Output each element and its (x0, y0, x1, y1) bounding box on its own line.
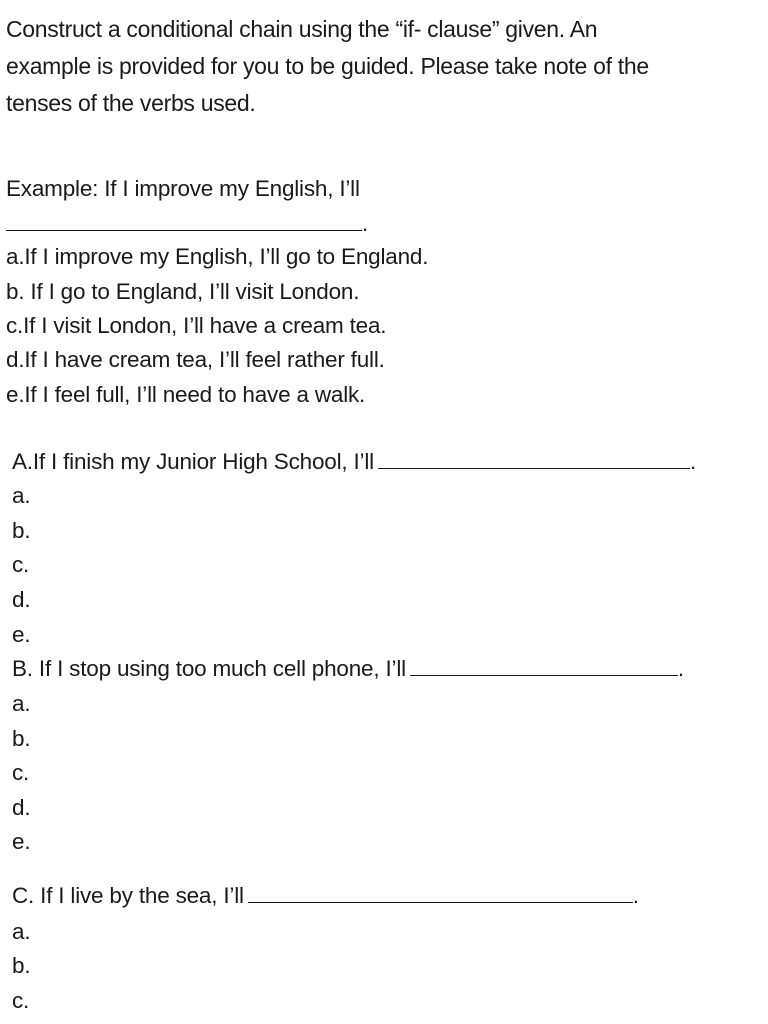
example-item-e: e.If I feel full, I’ll need to have a walk. (6, 382, 366, 407)
instruction-line-1: Construct a conditional chain using the “if- clause” given. An (6, 16, 598, 42)
instruction-line-2: example is provided for you to be guided. Please take note of the (6, 53, 649, 79)
question-c-text: C. If I live by the sea, I’ll (12, 883, 244, 908)
question-b-letter-a: a. (12, 691, 31, 716)
question-a-letter-e: e. (12, 622, 31, 647)
example-prompt: Example: If I improve my English, I’ll (6, 176, 360, 201)
blank-line (6, 210, 362, 231)
example-item-c: c.If I visit London, I’ll have a cream tea. (6, 313, 387, 338)
question-a-letter-a: a. (12, 483, 31, 508)
blank-period: . (362, 211, 369, 236)
example-item-a: a.If I improve my English, I’ll go to England. (6, 244, 429, 269)
question-a-period: . (689, 449, 697, 474)
question-c-letter-c: c. (12, 988, 30, 1013)
question-c-letter-a: a. (12, 919, 31, 944)
example-answer-blank (6, 210, 368, 238)
instruction-line-3: tenses of the verbs used. (6, 90, 256, 116)
question-c-prompt (12, 882, 639, 910)
example-item-d: d.If I have cream tea, I’ll feel rather full. (6, 347, 385, 372)
question-b-blank[interactable] (410, 655, 678, 676)
question-a-letter-c: c. (12, 552, 30, 577)
question-b-text: B. If I stop using too much cell phone, I’ll (12, 656, 406, 681)
question-c-letter-b: b. (12, 953, 31, 978)
question-b-period: . (677, 656, 684, 681)
question-a-letter-b: b. (12, 518, 31, 543)
example-item-b: b. If I go to England, I’ll visit London. (6, 279, 360, 304)
question-c-blank[interactable] (248, 882, 633, 903)
question-a-letter-d: d. (12, 587, 31, 612)
question-b-letter-b: b. (12, 726, 31, 751)
question-b-letter-d: d. (12, 795, 31, 820)
question-c-period: . (632, 883, 639, 908)
question-b-letter-c: c. (12, 760, 30, 785)
question-a-blank[interactable] (378, 448, 690, 469)
question-b-prompt (12, 655, 684, 683)
question-a-prompt (12, 448, 696, 476)
question-a-text: A.If I finish my Junior High School, I’ll (12, 449, 374, 474)
question-b-letter-e: e. (12, 829, 31, 854)
